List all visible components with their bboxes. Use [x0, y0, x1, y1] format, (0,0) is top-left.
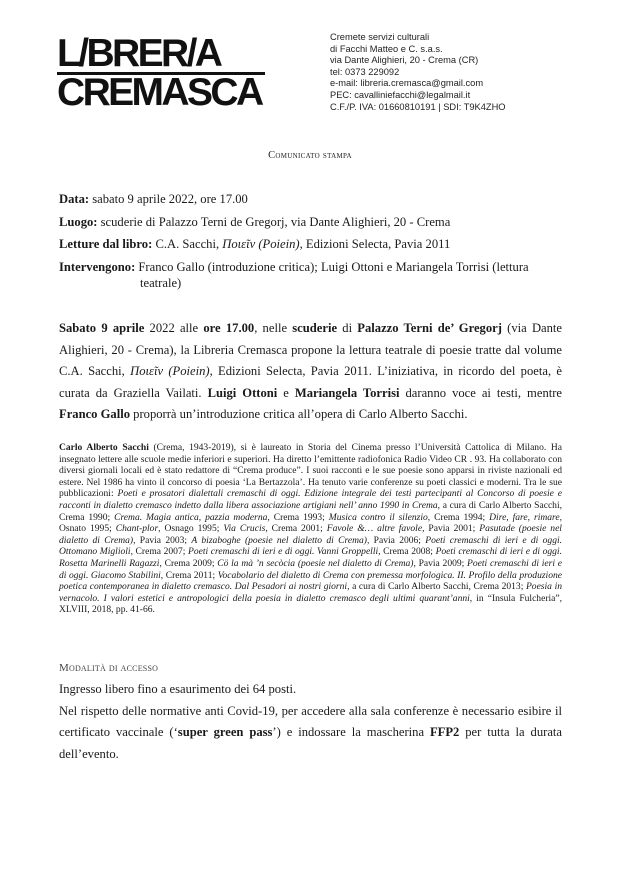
bio-author-name: Carlo Alberto Sacchi — [59, 442, 149, 453]
bio-publication: Poesia in vernacolo. I valori estetici e antropologici della poesia in dialetto cremasco degli ultimi quarant’anni — [59, 581, 562, 604]
access-mask-type: FFP2 — [429, 725, 460, 740]
detail-readings-label: Letture dal libro: — [59, 237, 153, 251]
bio-publication: Cö la mà ’n secòcia (poesie nel dialetto di Crema) — [217, 557, 414, 569]
bio-text: , a cura di Carlo Alberto Sacchi, Crema 1990; — [59, 499, 562, 523]
intro-date: Sabato 9 aprile — [59, 321, 145, 335]
detail-readings-pre: C.A. Sacchi, — [152, 237, 223, 251]
access-covid-rules — [59, 701, 562, 766]
detail-speakers — [59, 256, 564, 279]
detail-date-value: sabato 9 aprile 2022, ore 17.00 — [89, 192, 248, 206]
access-text: ’) e indossare la mascherina — [272, 725, 430, 740]
detail-location-label: Luogo: — [59, 214, 98, 229]
bio-publication: Poeti cremaschi di ieri e di oggi. Ottomano Miglioli — [59, 534, 563, 558]
bio-publication: Pasutade (poesie nel dialetto di Crema) — [59, 523, 562, 546]
intro-text: 2022 alle — [144, 321, 204, 335]
bio-publication: Poeti e prosatori dialettali cremaschi di oggi. Edizione integrale dei testi partecipanti al Concorso di poesie e racconti in dialetto cremasco indetto dalla libera associazione artigiani nell’ anno 1990 in Crema — [59, 488, 562, 511]
intro-palace: Palazzo Terni de’ Gregorj — [357, 321, 502, 335]
company-address: via Dante Alighieri, 20 - Crema (CR) — [330, 55, 479, 66]
detail-speakers-continuation: teatrale) — [140, 276, 182, 290]
bio-publication: Poeti cremaschi di ieri e di oggi. Rosetta Marinelli Ragazzi — [59, 546, 562, 569]
company-pec: PEC: cavalliniefacchi@legalmail.it — [330, 89, 471, 100]
bio-publication: Crema. Magia antica, pazzia moderna — [114, 511, 268, 523]
logo-line-1: L/BRER/A — [57, 36, 265, 75]
intro-book-title: Ποιεῖν (Poiein) — [130, 364, 210, 379]
bio-publication: Chant-plor — [115, 523, 159, 535]
intro-venue: scuderie — [292, 321, 338, 335]
access-section-title: Modalità di accesso — [59, 662, 159, 674]
bio-text: , Pavia 2009; — [413, 557, 468, 569]
company-contact-block — [330, 32, 506, 113]
detail-readings-title: Ποιεῖν (Poiein) — [222, 237, 300, 251]
bio-text: , Pavia 2001; — [422, 523, 480, 535]
bio-text: , Osnato 1995; — [59, 511, 562, 535]
bio-publication: Vocabolario del dialetto di Crema con premessa morfologica. II. Profilo della produzione poetica contemporanea in dialetto cremasco. Dal Pesadori ai nostri giorni — [59, 569, 562, 593]
intro-text: e — [277, 385, 295, 400]
intro-text: , Edizioni Selecta, Pavia 2011. L’iniziativa, in ricordo del poeta, è curata da Graziella Vailati. — [59, 364, 562, 400]
event-details — [59, 188, 564, 291]
access-green-pass: super green pass — [177, 725, 273, 740]
detail-readings-post: , Edizioni Selecta, Pavia 2011 — [299, 237, 451, 251]
bio-text: , Crema 2007; — [130, 546, 188, 558]
intro-text: (via Dante Alighieri, 20 - Crema), la Libreria Cremasca propone la lettura teatrale di poesie tratte dal volume C.A. Sacchi, — [59, 321, 563, 379]
detail-date — [59, 188, 564, 211]
company-legal-name: di Facchi Matteo e C. s.a.s. — [330, 43, 443, 54]
bio-text: , Crema 1993; — [267, 511, 329, 523]
bio-text: , Pavia 2006; — [366, 534, 426, 546]
bio-text: , Osnago 1995; — [158, 523, 224, 535]
detail-speakers-value: Franco Gallo (introduzione critica); Luigi Ottoni e Mariangela Torrisi (lettura — [135, 259, 529, 274]
author-biography — [59, 442, 562, 616]
intro-text: di — [337, 321, 358, 335]
detail-readings — [59, 233, 564, 256]
bio-text: , a cura di Carlo Alberto Sacchi, Crema 2013; — [347, 581, 526, 593]
bio-text: , Crema 2009; — [159, 557, 218, 569]
intro-reader-2: Mariangela Torrisi — [294, 385, 400, 400]
bio-text: (Crema, 1943-2019), si è laureato in Storia del Cinema presso l’Università Cattolica di Milano. Ha insegnato lettere alle scuole medie inferiori e superiori. Ha diretto l’emittente radiofonica Radio Video CR . 93. Ha collaborato con diversi giornali locali ed è stato redattore di “Crema produce”. I suoi racconti e le sue poesie sono apparsi in riviste nazionali ed estere. Nel 1986 ha vinto il concorso di poesia ‘La Bertazzola’. Ha tenuto varie conferenze su poeti classici e moderni. Tra le sue pubblicazioni: — [59, 442, 562, 500]
bio-publication: Poeti cremaschi di ieri e di oggi. Vanni Groppelli — [187, 546, 379, 558]
detail-location — [59, 211, 564, 234]
bio-text: , Crema 2001; — [265, 523, 327, 535]
bio-text: , Pavia 2003; — [133, 534, 192, 546]
company-tax-info: C.F./P. IVA: 01660810191 | SDI: T9K4ZHO — [330, 101, 506, 112]
bio-text: , Crema 1994; — [427, 511, 490, 523]
access-text: per tutta la durata dell’evento. — [59, 725, 562, 761]
bio-text: , in “Insula Fulcheria”, XLVIII, 2018, pp. 41-66. — [59, 592, 563, 616]
detail-date-label: Data: — [59, 192, 90, 206]
intro-text: proporrà un’introduzione critica all’opera di Carlo Alberto Sacchi. — [130, 407, 468, 422]
detail-speakers-label: Intervengono: — [59, 259, 136, 274]
company-phone: tel: 0373 229092 — [330, 66, 400, 77]
detail-location-value: scuderie di Palazzo Terni de Gregorj, via Dante Alighieri, 20 - Crema — [97, 214, 451, 229]
company-email: e-mail: libreria.cremasca@gmail.com — [330, 78, 484, 89]
intro-paragraph — [59, 318, 562, 426]
bio-publication: Via Crucis — [223, 523, 266, 535]
company-name: Cremete servizi culturali — [330, 32, 430, 42]
bio-publication: Dire, fare, rimare — [489, 511, 560, 523]
bio-text: , Crema 2008; — [378, 546, 436, 558]
intro-text: daranno voce ai testi, mentre — [399, 385, 563, 400]
intro-reader-1: Luigi Ottoni — [207, 385, 278, 400]
intro-text: , nelle — [254, 321, 293, 335]
document-title: Comunicato stampa — [268, 150, 352, 161]
intro-critic: Franco Gallo — [59, 407, 131, 422]
access-section — [59, 679, 562, 765]
access-text: Nel rispetto delle normative anti Covid-19, per accedere alla sala conferenze è necessario esibire il certificato vaccinale (‘ — [59, 703, 562, 740]
libreria-cremasca-logo — [57, 32, 302, 114]
access-seats: Ingresso libero fino a esaurimento dei 64 posti. — [59, 682, 297, 696]
bio-text: , Crema 2011; — [160, 569, 218, 581]
logo-line-2: CREMASCA — [57, 71, 262, 114]
bio-publication: Musica contro il silenzio — [328, 511, 428, 523]
bio-publication: Favole &… altre favole — [326, 523, 423, 535]
intro-time: ore 17.00 — [203, 321, 255, 335]
bio-publication: Poeti cremaschi di ieri e di oggi. Giacomo Stabilini — [59, 557, 562, 581]
bio-publication: A bizaboghe (poesie nel dialetto di Crema) — [191, 534, 367, 546]
